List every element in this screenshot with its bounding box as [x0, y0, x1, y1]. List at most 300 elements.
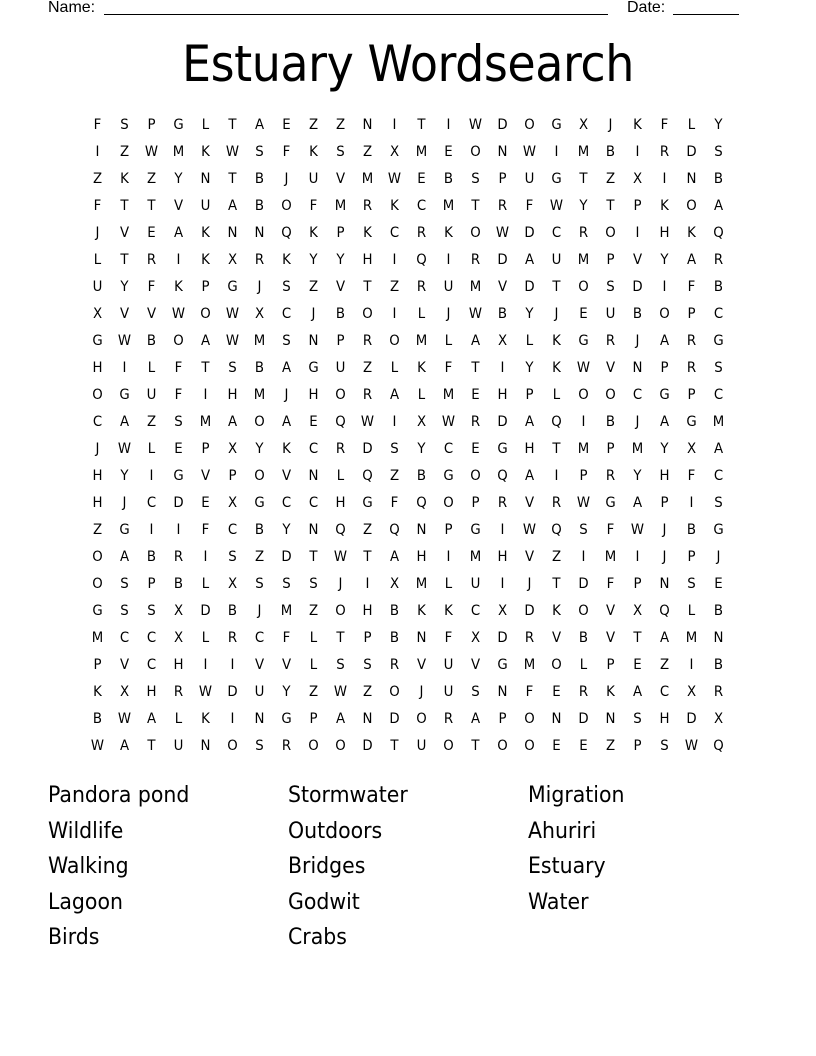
grid-cell: S: [120, 603, 129, 619]
grid-cell: K: [552, 360, 561, 376]
grid-cell: X: [713, 711, 724, 727]
grid-cell: P: [606, 252, 615, 268]
grid-cell: K: [363, 225, 372, 241]
grid-cell: F: [390, 495, 399, 511]
grid-cell: N: [497, 144, 508, 160]
grid-cell: P: [606, 441, 615, 457]
grid-cell: T: [309, 549, 318, 565]
grid-cell: E: [147, 225, 156, 241]
grid-cell: T: [471, 738, 480, 754]
grid-cell: O: [416, 711, 427, 727]
grid-cell: F: [201, 522, 210, 538]
grid-cell: O: [470, 144, 481, 160]
grid-cell: Z: [308, 117, 319, 133]
grid-cell: V: [119, 225, 130, 241]
grid-cell: G: [119, 522, 130, 538]
grid-cell: S: [633, 711, 642, 727]
grid-cell: B: [173, 576, 184, 592]
grid-cell: B: [605, 144, 616, 160]
grid-cell: D: [497, 414, 508, 430]
grid-cell: Z: [92, 171, 103, 187]
grid-cell: H: [362, 603, 373, 619]
grid-cell: H: [497, 387, 508, 403]
grid-cell: Z: [254, 549, 265, 565]
grid-cell: K: [201, 225, 210, 241]
grid-cell: R: [362, 333, 373, 349]
grid-cell: O: [92, 549, 103, 565]
grid-cell: N: [254, 225, 265, 241]
grid-cell: O: [443, 495, 454, 511]
grid-cell: L: [579, 657, 588, 673]
grid-cell: S: [255, 576, 264, 592]
grid-cell: Q: [416, 495, 427, 511]
grid-cell: A: [659, 414, 670, 430]
grid-cell: W: [225, 306, 240, 322]
grid-cell: Z: [389, 468, 400, 484]
grid-cell: C: [227, 522, 238, 538]
grid-cell: E: [282, 117, 291, 133]
grid-cell: G: [443, 468, 454, 484]
grid-cell: M: [442, 198, 455, 214]
grid-cell: M: [631, 441, 644, 457]
grid-cell: P: [498, 711, 507, 727]
grid-cell: B: [632, 306, 643, 322]
grid-cell: A: [119, 738, 130, 754]
grid-cell: V: [200, 468, 211, 484]
grid-cell: C: [551, 225, 562, 241]
grid-cell: D: [578, 576, 589, 592]
grid-cell: O: [524, 738, 535, 754]
grid-cell: A: [659, 333, 670, 349]
grid-cell: C: [713, 468, 724, 484]
grid-cell: O: [254, 414, 265, 430]
grid-cell: O: [92, 387, 103, 403]
grid-cell: U: [470, 576, 481, 592]
grid-cell: F: [93, 198, 102, 214]
grid-cell: Q: [497, 468, 508, 484]
grid-cell: Y: [282, 684, 291, 700]
grid-cell: Z: [362, 522, 373, 538]
grid-cell: V: [335, 279, 346, 295]
grid-cell: P: [687, 549, 696, 565]
grid-cell: W: [387, 171, 402, 187]
grid-cell: R: [578, 684, 589, 700]
grid-cell: M: [712, 414, 725, 430]
grid-cell: L: [309, 657, 318, 673]
grid-cell: Q: [713, 738, 724, 754]
grid-cell: M: [415, 144, 428, 160]
grid-cell: O: [281, 198, 292, 214]
grid-cell: L: [147, 360, 156, 376]
grid-cell: H: [92, 468, 103, 484]
grid-cell: B: [146, 549, 157, 565]
grid-cell: B: [254, 198, 265, 214]
grid-cell: Z: [146, 414, 157, 430]
grid-cell: E: [579, 738, 588, 754]
grid-cell: T: [201, 360, 210, 376]
grid-cell: O: [578, 279, 589, 295]
grid-cell: T: [579, 171, 588, 187]
grid-cell: I: [392, 414, 397, 430]
grid-cell: K: [282, 252, 291, 268]
grid-cell: U: [416, 738, 427, 754]
grid-cell: K: [417, 603, 426, 619]
grid-cell: O: [605, 225, 616, 241]
grid-cell: R: [605, 333, 616, 349]
grid-cell: K: [417, 360, 426, 376]
grid-cell: Z: [308, 684, 319, 700]
grid-cell: K: [390, 198, 399, 214]
grid-cell: G: [119, 387, 130, 403]
grid-cell: S: [120, 576, 129, 592]
grid-cell: H: [146, 684, 157, 700]
grid-cell: Z: [146, 171, 157, 187]
grid-cell: B: [389, 630, 400, 646]
grid-cell: Q: [362, 468, 373, 484]
grid-cell: I: [95, 144, 100, 160]
grid-cell: W: [549, 198, 564, 214]
grid-cell: A: [146, 711, 157, 727]
grid-cell: A: [227, 198, 238, 214]
grid-cell: P: [444, 522, 453, 538]
grid-cell: D: [389, 711, 400, 727]
grid-cell: Q: [713, 225, 724, 241]
word-list-item: Walking: [48, 854, 129, 880]
grid-cell: L: [201, 117, 210, 133]
grid-cell: M: [604, 549, 617, 565]
grid-cell: S: [714, 360, 723, 376]
grid-cell: N: [416, 522, 427, 538]
grid-cell: A: [119, 549, 130, 565]
grid-cell: D: [524, 225, 535, 241]
grid-cell: R: [713, 684, 724, 700]
word-list-item: Stormwater: [288, 783, 408, 808]
grid-cell: U: [92, 279, 103, 295]
grid-cell: J: [662, 549, 667, 565]
grid-cell: W: [630, 522, 645, 538]
grid-cell: O: [470, 225, 481, 241]
grid-cell: C: [119, 630, 130, 646]
grid-cell: F: [93, 117, 102, 133]
grid-cell: X: [632, 171, 643, 187]
grid-cell: D: [227, 684, 238, 700]
grid-cell: N: [686, 171, 697, 187]
grid-cell: F: [660, 117, 669, 133]
grid-cell: I: [203, 657, 208, 673]
grid-cell: D: [686, 711, 697, 727]
grid-cell: I: [662, 279, 667, 295]
grid-cell: V: [254, 657, 265, 673]
grid-cell: N: [254, 711, 265, 727]
grid-cell: W: [522, 522, 537, 538]
grid-cell: M: [442, 387, 455, 403]
grid-cell: B: [713, 603, 724, 619]
grid-cell: O: [200, 306, 211, 322]
grid-cell: S: [120, 117, 129, 133]
grid-cell: Y: [633, 468, 642, 484]
grid-cell: C: [146, 630, 157, 646]
grid-cell: C: [308, 441, 319, 457]
grid-cell: F: [606, 576, 615, 592]
grid-cell: J: [419, 684, 424, 700]
grid-cell: G: [92, 603, 103, 619]
grid-cell: P: [606, 657, 615, 673]
grid-cell: J: [257, 279, 262, 295]
grid-cell: M: [577, 252, 590, 268]
grid-cell: R: [146, 252, 157, 268]
grid-cell: Q: [416, 252, 427, 268]
grid-cell: P: [687, 387, 696, 403]
grid-cell: A: [713, 441, 724, 457]
grid-cell: B: [443, 171, 454, 187]
grid-cell: W: [171, 306, 186, 322]
grid-cell: K: [309, 144, 318, 160]
grid-cell: Z: [605, 738, 616, 754]
grid-cell: K: [201, 252, 210, 268]
grid-cell: L: [444, 576, 453, 592]
grid-cell: T: [633, 630, 642, 646]
grid-cell: T: [120, 198, 129, 214]
grid-cell: T: [228, 171, 237, 187]
grid-cell: E: [417, 171, 426, 187]
grid-cell: K: [552, 603, 561, 619]
grid-cell: B: [497, 306, 508, 322]
grid-cell: J: [608, 117, 613, 133]
word-list-item: Migration: [528, 783, 625, 808]
grid-cell: P: [660, 360, 669, 376]
grid-cell: M: [415, 576, 428, 592]
grid-cell: L: [309, 630, 318, 646]
grid-cell: K: [309, 225, 318, 241]
grid-cell: M: [199, 414, 212, 430]
grid-cell: K: [552, 333, 561, 349]
grid-cell: R: [416, 279, 427, 295]
grid-cell: O: [578, 603, 589, 619]
grid-cell: X: [470, 630, 481, 646]
grid-cell: X: [497, 333, 508, 349]
grid-cell: E: [579, 306, 588, 322]
grid-cell: H: [362, 252, 373, 268]
grid-cell: C: [254, 630, 265, 646]
grid-cell: K: [282, 441, 291, 457]
date-label: Date:: [627, 0, 666, 16]
word-list-item: Water: [528, 889, 589, 915]
letter-grid: [84, 112, 732, 760]
grid-cell: B: [92, 711, 103, 727]
grid-cell: Y: [309, 252, 318, 268]
grid-cell: S: [228, 549, 237, 565]
grid-cell: X: [497, 603, 508, 619]
grid-cell: I: [635, 549, 640, 565]
grid-cell: O: [389, 684, 400, 700]
grid-cell: S: [606, 279, 615, 295]
grid-cell: L: [201, 630, 210, 646]
grid-cell: C: [389, 225, 400, 241]
grid-cell: G: [254, 495, 265, 511]
grid-cell: B: [146, 333, 157, 349]
grid-cell: A: [713, 198, 724, 214]
grid-cell: S: [174, 414, 183, 430]
grid-cell: P: [93, 657, 102, 673]
word-list-item: Godwit: [288, 889, 360, 915]
grid-cell: P: [633, 576, 642, 592]
grid-cell: P: [633, 198, 642, 214]
grid-cell: K: [174, 279, 183, 295]
grid-cell: X: [254, 306, 265, 322]
grid-cell: A: [281, 360, 292, 376]
grid-cell: P: [309, 711, 318, 727]
grid-cell: R: [362, 198, 373, 214]
grid-cell: N: [362, 117, 373, 133]
grid-cell: P: [201, 441, 210, 457]
grid-cell: U: [254, 684, 265, 700]
grid-cell: D: [362, 738, 373, 754]
grid-cell: P: [336, 333, 345, 349]
grid-cell: U: [524, 171, 535, 187]
grid-cell: Z: [335, 117, 346, 133]
grid-cell: R: [470, 252, 481, 268]
grid-cell: I: [149, 468, 154, 484]
grid-cell: K: [444, 603, 453, 619]
grid-cell: S: [309, 576, 318, 592]
grid-cell: E: [471, 441, 480, 457]
grid-cell: S: [471, 684, 480, 700]
grid-cell: D: [497, 252, 508, 268]
grid-cell: F: [687, 279, 696, 295]
grid-cell: A: [524, 414, 535, 430]
grid-cell: S: [282, 279, 291, 295]
grid-cell: O: [551, 657, 562, 673]
grid-cell: G: [470, 522, 481, 538]
word-list-item: Ahuriri: [528, 818, 597, 844]
word-list-item: Estuary: [528, 854, 606, 880]
grid-cell: R: [470, 414, 481, 430]
grid-cell: J: [95, 225, 100, 241]
grid-cell: J: [311, 306, 316, 322]
grid-cell: I: [176, 252, 181, 268]
grid-cell: W: [225, 333, 240, 349]
grid-cell: P: [147, 117, 156, 133]
grid-cell: D: [578, 711, 589, 727]
grid-cell: A: [119, 414, 130, 430]
grid-cell: A: [281, 414, 292, 430]
grid-cell: C: [713, 387, 724, 403]
grid-cell: Z: [659, 657, 670, 673]
grid-cell: S: [579, 522, 588, 538]
grid-cell: Q: [281, 225, 292, 241]
grid-cell: H: [497, 549, 508, 565]
grid-cell: N: [632, 360, 643, 376]
grid-cell: A: [524, 468, 535, 484]
grid-cell: R: [335, 441, 346, 457]
grid-cell: E: [444, 144, 453, 160]
grid-cell: I: [581, 414, 586, 430]
grid-cell: C: [443, 441, 454, 457]
page-title: Estuary Wordsearch: [182, 35, 634, 93]
grid-cell: Y: [660, 441, 669, 457]
grid-cell: P: [633, 738, 642, 754]
grid-cell: X: [227, 441, 238, 457]
grid-cell: F: [444, 630, 453, 646]
grid-cell: X: [173, 630, 184, 646]
grid-cell: P: [147, 576, 156, 592]
grid-cell: A: [470, 711, 481, 727]
grid-cell: T: [552, 279, 561, 295]
grid-cell: T: [552, 441, 561, 457]
grid-cell: Y: [282, 522, 291, 538]
grid-cell: Y: [525, 306, 534, 322]
grid-cell: S: [471, 171, 480, 187]
grid-cell: I: [500, 576, 505, 592]
grid-cell: Y: [120, 468, 129, 484]
grid-cell: O: [92, 576, 103, 592]
grid-cell: J: [635, 414, 640, 430]
grid-cell: A: [200, 333, 211, 349]
grid-cell: D: [524, 279, 535, 295]
grid-cell: M: [523, 657, 536, 673]
grid-cell: R: [551, 495, 562, 511]
grid-cell: L: [417, 306, 426, 322]
grid-cell: S: [282, 333, 291, 349]
grid-cell: C: [713, 306, 724, 322]
grid-cell: J: [716, 549, 721, 565]
grid-cell: V: [524, 495, 535, 511]
grid-cell: T: [417, 117, 426, 133]
grid-cell: M: [361, 171, 374, 187]
grid-cell: E: [552, 684, 561, 700]
grid-cell: M: [469, 549, 482, 565]
grid-cell: A: [335, 711, 346, 727]
grid-cell: Y: [579, 198, 588, 214]
grid-cell: I: [392, 117, 397, 133]
grid-cell: Z: [362, 360, 373, 376]
grid-cell: G: [659, 387, 670, 403]
grid-cell: E: [201, 495, 210, 511]
grid-cell: I: [392, 306, 397, 322]
grid-cell: T: [147, 738, 156, 754]
grid-cell: P: [363, 630, 372, 646]
grid-cell: C: [659, 684, 670, 700]
date-field: [673, 0, 739, 15]
grid-cell: D: [686, 144, 697, 160]
grid-cell: Q: [551, 522, 562, 538]
word-list-item: Pandora pond: [48, 783, 190, 808]
grid-cell: L: [93, 252, 102, 268]
grid-cell: V: [470, 657, 481, 673]
grid-cell: I: [635, 144, 640, 160]
grid-cell: R: [605, 468, 616, 484]
grid-cell: Y: [714, 117, 723, 133]
grid-cell: O: [308, 738, 319, 754]
grid-cell: D: [524, 603, 535, 619]
grid-cell: Y: [255, 441, 264, 457]
grid-cell: I: [554, 468, 559, 484]
grid-cell: J: [284, 171, 289, 187]
grid-cell: V: [119, 657, 130, 673]
grid-cell: J: [257, 603, 262, 619]
grid-cell: X: [227, 252, 238, 268]
word-list-item: Wildlife: [48, 818, 124, 844]
grid-cell: W: [117, 441, 132, 457]
grid-cell: I: [149, 522, 154, 538]
grid-cell: R: [578, 225, 589, 241]
grid-cell: H: [659, 225, 670, 241]
grid-cell: N: [227, 225, 238, 241]
grid-cell: C: [146, 495, 157, 511]
grid-cell: J: [446, 306, 451, 322]
grid-cell: H: [173, 657, 184, 673]
grid-cell: S: [336, 144, 345, 160]
